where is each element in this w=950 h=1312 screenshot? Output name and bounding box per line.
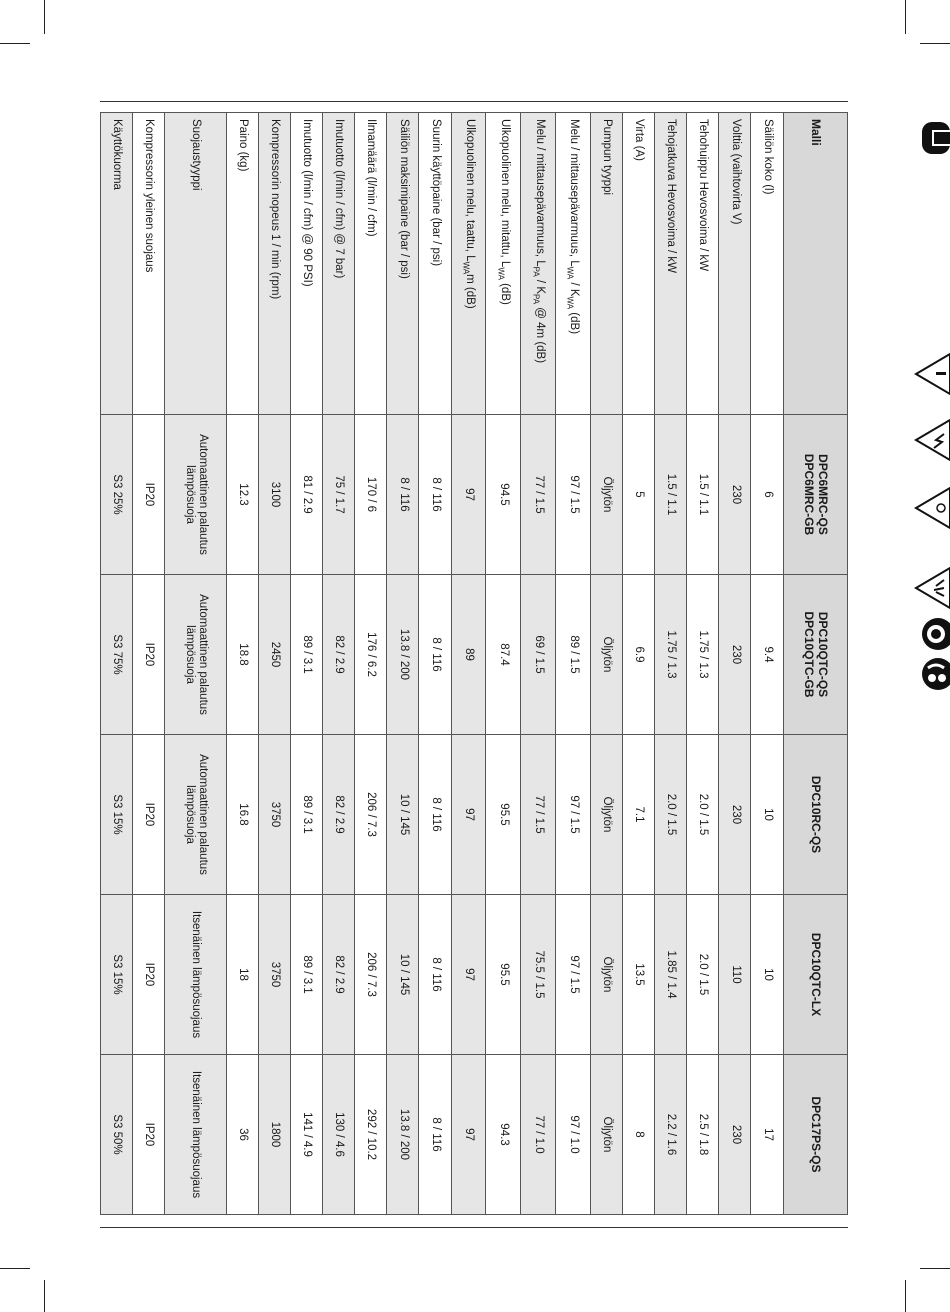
value-cell: 3100 <box>259 415 291 575</box>
value-cell: 1.75 / 1.3 <box>687 575 719 735</box>
value-cell: 3750 <box>259 735 291 895</box>
value-cell: 16.8 <box>227 735 259 895</box>
row-label-text: Suojaustyyppi <box>190 119 203 191</box>
crop-mark <box>44 0 45 34</box>
label-subscript: WA <box>566 296 576 310</box>
label-subscript: WA <box>461 261 471 275</box>
value-cell: 230 <box>719 575 751 735</box>
table-row <box>259 113 291 1215</box>
label-suffix: m (dB) <box>463 274 476 309</box>
table-row <box>521 113 556 1215</box>
label-suffix: / K <box>568 279 581 297</box>
value-cell: 8 / 116 <box>419 735 451 895</box>
value-cell: 8 / 116 <box>387 415 419 575</box>
value-cell: Öljytön <box>591 575 623 735</box>
row-label <box>751 113 783 415</box>
table-row <box>133 113 165 1215</box>
row-label-text: Virta (A) <box>633 119 646 161</box>
value-cell: 2.2 / 1.6 <box>655 1055 687 1215</box>
value-cell: 2.0 / 1.5 <box>687 735 719 895</box>
value-cell: 130 / 4.6 <box>323 1055 355 1215</box>
value-cell: 2450 <box>259 575 291 735</box>
value-cell: 1.5 / 1.1 <box>655 415 687 575</box>
table-row <box>165 113 227 1215</box>
value-cell: 97 / 1.5 <box>556 895 591 1055</box>
table-row <box>591 113 623 1215</box>
spec-table-container <box>100 112 848 1214</box>
value-cell: 206 / 7.3 <box>355 735 387 895</box>
electric-warning-icon <box>914 418 950 462</box>
table-row <box>355 113 387 1215</box>
value-cell: S3 15% <box>101 895 133 1055</box>
value-cell: 89 / 3.1 <box>291 735 323 895</box>
value-cell: 13.8 / 200 <box>387 575 419 735</box>
value-cell: 3750 <box>259 895 291 1055</box>
model-name: DPC10QTC-GB <box>802 611 817 698</box>
value-cell: 77 / 1.5 <box>521 735 556 895</box>
value-cell: 89 / 3.1 <box>291 895 323 1055</box>
row-label <box>227 113 259 415</box>
remote-start-warning-icon <box>914 566 950 610</box>
value-cell: 17 <box>751 1055 783 1215</box>
value-cell: 10 <box>751 735 783 895</box>
value-cell: 77 / 1.0 <box>521 1055 556 1215</box>
crop-mark <box>920 43 950 44</box>
row-label-text: Melu / mittausepävarmuus, L <box>533 119 546 267</box>
value-cell: 8 / 116 <box>419 895 451 1055</box>
row-label <box>556 113 591 415</box>
value-cell: 2.5 / 1.8 <box>687 1055 719 1215</box>
row-label-text: Kompressorin yleinen suojaus <box>143 119 156 273</box>
hot-surface-warning-icon <box>914 486 950 530</box>
row-label <box>451 113 486 415</box>
model-name: DPC10QTC-LX <box>809 932 824 1017</box>
model-header-cell <box>783 735 847 895</box>
value-cell: Automaattinen palautus lämpösuoja <box>165 415 227 575</box>
eye-protection-icon <box>918 614 950 654</box>
value-cell: 176 / 6.2 <box>355 575 387 735</box>
row-label-text: Käyttökuorma <box>111 119 124 190</box>
table-row <box>687 113 719 1215</box>
value-cell: 18.8 <box>227 575 259 735</box>
label-subscript: WA <box>496 267 506 280</box>
label-suffix: @ 4m (dB) <box>533 304 546 364</box>
table-row <box>323 113 355 1215</box>
value-cell: 97 / 1.0 <box>556 1055 591 1215</box>
table-row <box>227 113 259 1215</box>
ear-protection-icon <box>918 654 950 694</box>
value-cell: 94.3 <box>486 1055 521 1215</box>
value-cell: 82 / 2.9 <box>323 895 355 1055</box>
value-cell: 36 <box>227 1055 259 1215</box>
value-cell: IP20 <box>133 895 165 1055</box>
value-cell: 230 <box>719 1055 751 1215</box>
row-label-text: Paino (kg) <box>237 119 250 172</box>
table-row <box>556 113 591 1215</box>
row-label-text: Suurin käyttöpaine (bar / psi) <box>429 119 442 267</box>
model-name: DPC10RC-QS <box>809 775 824 854</box>
value-cell: 82 / 2.9 <box>323 575 355 735</box>
value-cell: S3 50% <box>101 1055 133 1215</box>
row-label <box>165 113 227 415</box>
value-cell: 292 / 10.2 <box>355 1055 387 1215</box>
warning-triangle-icon <box>914 352 950 396</box>
value-cell: 82 / 2.9 <box>323 735 355 895</box>
table-row <box>451 113 486 1215</box>
row-label-text: Säiliön maksimipaine (bar / psi) <box>397 119 410 279</box>
label-suffix: (dB) <box>568 309 581 335</box>
table-row <box>655 113 687 1215</box>
row-label <box>355 113 387 415</box>
model-name: DPC6MRC-QS <box>816 454 831 535</box>
row-label-text: Ulkopuolinen melu, mitattu, L <box>498 119 511 268</box>
value-cell: 97 <box>451 895 486 1055</box>
row-label <box>521 113 556 415</box>
row-label <box>719 113 751 415</box>
row-label <box>387 113 419 415</box>
row-label <box>623 113 655 415</box>
top-rule <box>100 101 848 102</box>
crop-mark <box>44 1280 45 1312</box>
row-label-text: Tehohuippu Hevosvoima / kW <box>697 119 710 272</box>
value-cell: 69 / 1.5 <box>521 575 556 735</box>
row-label-text: Tehojatkuva Hevosvoima / kW <box>665 119 678 274</box>
value-cell: 89 <box>451 575 486 735</box>
row-label <box>655 113 687 415</box>
value-cell: 2.0 / 1.5 <box>687 895 719 1055</box>
table-row <box>719 113 751 1215</box>
table-row <box>623 113 655 1215</box>
row-label-text: Volttia (vaihtovirta V) <box>729 119 742 225</box>
value-cell: 8 / 116 <box>419 415 451 575</box>
value-cell: IP20 <box>133 415 165 575</box>
label-suffix: / K <box>533 276 546 294</box>
row-label-text: Ilmamäärä (l/min / cfm) <box>365 119 378 237</box>
value-cell: 230 <box>719 735 751 895</box>
row-label <box>323 113 355 415</box>
row-label-text: Imutuotto (l/min / cfm) @ 7 bar) <box>333 119 346 279</box>
value-cell: 94.5 <box>486 415 521 575</box>
value-cell: Automaattinen palautus lämpösuoja <box>165 735 227 895</box>
value-cell: S3 15% <box>101 735 133 895</box>
value-cell: 10 <box>751 895 783 1055</box>
value-cell: 81 / 2.9 <box>291 415 323 575</box>
value-cell: S3 25% <box>101 415 133 575</box>
value-cell: 7.1 <box>623 735 655 895</box>
value-cell: 87.4 <box>486 575 521 735</box>
value-cell: 8 <box>623 1055 655 1215</box>
value-cell: 170 / 6 <box>355 415 387 575</box>
value-cell: 1.75 / 1.3 <box>655 575 687 735</box>
value-cell: 12.3 <box>227 415 259 575</box>
value-cell: 110 <box>719 895 751 1055</box>
spec-table <box>100 112 848 1215</box>
value-cell: 97 / 1.5 <box>556 415 591 575</box>
value-cell: 8 / 116 <box>419 1055 451 1215</box>
crop-mark <box>905 1280 906 1312</box>
value-cell: 6.9 <box>623 575 655 735</box>
value-cell: 10 / 145 <box>387 895 419 1055</box>
row-label-text: Säiliön koko (l) <box>761 119 774 195</box>
table-row <box>419 113 451 1215</box>
value-cell: IP20 <box>133 575 165 735</box>
value-cell: 95.5 <box>486 895 521 1055</box>
value-cell: 10 / 145 <box>387 735 419 895</box>
value-cell: 13.8 / 200 <box>387 1055 419 1215</box>
value-cell: 18 <box>227 895 259 1055</box>
table-row <box>486 113 521 1215</box>
row-label-text: Imutuotto (l/min / cfm) @ 90 PSI) <box>301 119 314 287</box>
value-cell: 1800 <box>259 1055 291 1215</box>
label-suffix: (dB) <box>498 279 511 305</box>
header-row <box>783 113 847 1215</box>
model-header-cell <box>783 895 847 1055</box>
value-cell: Itsenäinen lämpösuojaus <box>165 895 227 1055</box>
label-subscript: PA <box>531 294 541 305</box>
row-label <box>419 113 451 415</box>
value-cell: 89 / 3.1 <box>291 575 323 735</box>
bottom-rule <box>100 1227 848 1228</box>
row-label <box>101 113 133 415</box>
value-cell: 95.5 <box>486 735 521 895</box>
value-cell: 141 / 4.9 <box>291 1055 323 1215</box>
value-cell: Öljytön <box>591 1055 623 1215</box>
crop-mark <box>905 0 906 34</box>
table-row <box>291 113 323 1215</box>
value-cell: 230 <box>719 415 751 575</box>
value-cell: 206 / 7.3 <box>355 895 387 1055</box>
model-name: DPC17PS-QS <box>809 1096 824 1173</box>
table-row <box>751 113 783 1215</box>
value-cell: 97 / 1.5 <box>556 735 591 895</box>
row-label <box>687 113 719 415</box>
value-cell: 5 <box>623 415 655 575</box>
value-cell: 8 / 116 <box>419 575 451 735</box>
crop-mark <box>0 43 30 44</box>
value-cell: 75 / 1.7 <box>323 415 355 575</box>
row-label <box>133 113 165 415</box>
header-label-cell: Malli <box>783 113 847 415</box>
value-cell: 89 / 1.5 <box>556 575 591 735</box>
row-label-text: Ulkopuolinen melu, taattu, L <box>463 119 476 262</box>
crop-mark <box>0 1268 30 1269</box>
row-label-text: Kompressorin nopeus 1 / min (rpm) <box>269 119 282 300</box>
value-cell: 2.0 / 1.5 <box>655 735 687 895</box>
model-header-cell <box>783 575 847 735</box>
value-cell: 1.5 / 1.1 <box>687 415 719 575</box>
table-row <box>387 113 419 1215</box>
value-cell: 75.5 / 1.5 <box>521 895 556 1055</box>
value-cell: Itsenäinen lämpösuojaus <box>165 1055 227 1215</box>
value-cell: 97 <box>451 735 486 895</box>
value-cell: 97 <box>451 415 486 575</box>
crop-mark <box>920 1268 950 1269</box>
value-cell: 1.85 / 1.4 <box>655 895 687 1055</box>
row-label <box>259 113 291 415</box>
value-cell: 13.5 <box>623 895 655 1055</box>
model-header-cell <box>783 415 847 575</box>
row-label-text: Pumpun tyyppi <box>601 119 614 196</box>
row-label <box>291 113 323 415</box>
book-icon <box>918 118 950 158</box>
model-header-cell <box>783 1055 847 1215</box>
label-subscript: PA <box>531 266 541 277</box>
value-cell: S3 75% <box>101 575 133 735</box>
value-cell: 9.4 <box>751 575 783 735</box>
value-cell: IP20 <box>133 1055 165 1215</box>
value-cell: 97 <box>451 1055 486 1215</box>
row-label <box>486 113 521 415</box>
row-label <box>591 113 623 415</box>
value-cell: IP20 <box>133 735 165 895</box>
value-cell: Öljytön <box>591 895 623 1055</box>
value-cell: 6 <box>751 415 783 575</box>
value-cell: 77 / 1.5 <box>521 415 556 575</box>
label-subscript: WA <box>566 266 576 280</box>
value-cell: Öljytön <box>591 415 623 575</box>
model-name: DPC6MRC-GB <box>802 453 817 536</box>
value-cell: Automaattinen palautus lämpösuoja <box>165 575 227 735</box>
table-row <box>101 113 133 1215</box>
row-label-text: Melu / mittausepävarmuus, L <box>568 119 581 267</box>
value-cell: Öljytön <box>591 735 623 895</box>
model-name: DPC10QTC-QS <box>816 611 831 698</box>
